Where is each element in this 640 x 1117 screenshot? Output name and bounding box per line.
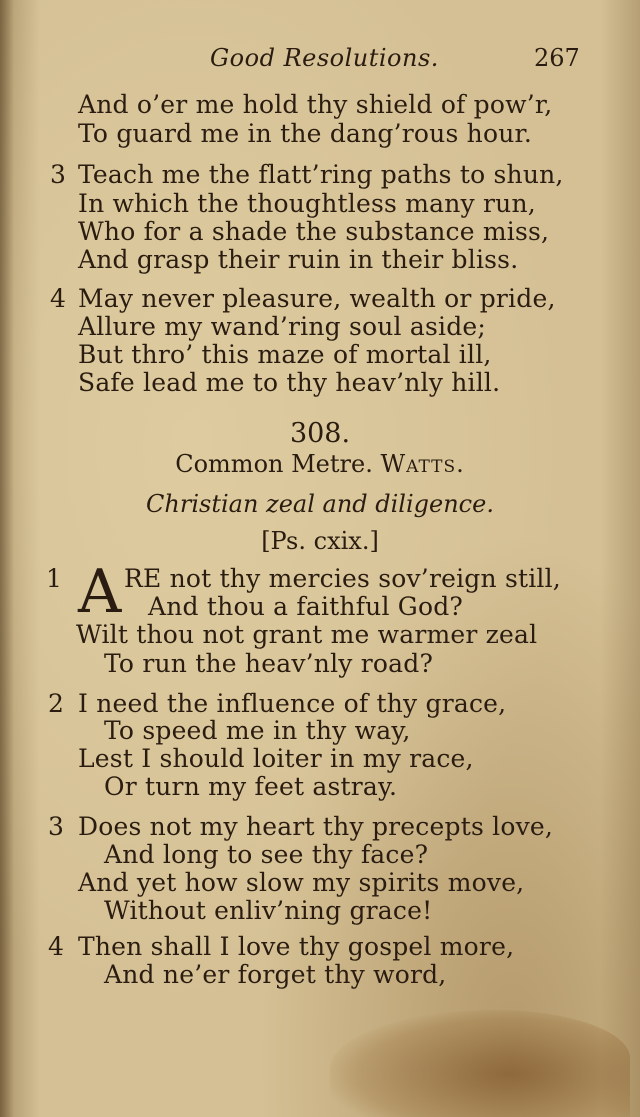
- verse-line: Wilt thou not grant me warmer zeal: [76, 620, 538, 649]
- page-number: 267: [534, 44, 580, 72]
- verse-line: To run the heav’nly road?: [104, 649, 434, 678]
- verse-line: And thou a faithful God?: [148, 592, 464, 621]
- hymn-meter: [0, 452, 640, 476]
- verse-number: 4: [48, 932, 64, 961]
- running-head: Good Resolutions.: [210, 44, 439, 72]
- verse-line: And grasp their ruin in their bliss.: [78, 245, 519, 274]
- verse-line: And yet how slow my spirits move,: [78, 868, 525, 897]
- paper-stain: [330, 1010, 630, 1117]
- hymn-number: 308.: [289, 418, 351, 449]
- verse-number: 2: [48, 689, 64, 718]
- hymn-subject: Christian zeal and diligence.: [146, 490, 494, 518]
- verse-line: But thro’ this maze of mortal ill,: [78, 340, 492, 369]
- page-header: [0, 44, 640, 78]
- verse-line: Without enliv’ning grace!: [104, 896, 433, 925]
- verse-line: To speed me in thy way,: [104, 716, 411, 745]
- verse-line: Then shall I love thy gospel more,: [78, 932, 515, 961]
- verse-line: RE not thy mercies sov’reign still,: [124, 564, 561, 593]
- verse-line: Or turn my feet astray.: [104, 772, 398, 801]
- hymn-author: Watts.: [380, 450, 465, 478]
- verse-line: Does not my heart thy precepts love,: [78, 812, 554, 841]
- verse-line: Safe lead me to thy heav’nly hill.: [78, 368, 501, 397]
- drop-cap: A: [78, 557, 122, 627]
- verse-line: In which the thoughtless many run,: [78, 189, 536, 218]
- verse-line: To guard me in the dang’rous hour.: [78, 119, 533, 148]
- verse-line: And o’er me hold thy shield of pow’r,: [78, 90, 553, 119]
- page-gutter-shadow: [0, 0, 14, 1117]
- verse-number: 3: [50, 160, 66, 189]
- verse-line: Who for a shade the substance miss,: [78, 217, 550, 246]
- verse-line: And ne’er forget thy word,: [104, 960, 447, 989]
- scripture-reference: [Ps. cxix.]: [261, 527, 379, 555]
- verse-line: Allure my wand’ring soul aside;: [78, 312, 487, 341]
- meter-label: Common Metre.: [175, 450, 373, 478]
- verse-number: 1: [46, 564, 62, 593]
- verse-line: And long to see thy face?: [104, 840, 429, 869]
- verse-line: Lest I should loiter in my race,: [78, 744, 474, 773]
- verse-line: Teach me the flatt’ring paths to shun,: [78, 160, 564, 189]
- verse-number: 3: [48, 812, 64, 841]
- verse-line: May never pleasure, wealth or pride,: [78, 284, 556, 313]
- verse-number: 4: [50, 284, 66, 313]
- verse-line: I need the influence of thy grace,: [78, 689, 507, 718]
